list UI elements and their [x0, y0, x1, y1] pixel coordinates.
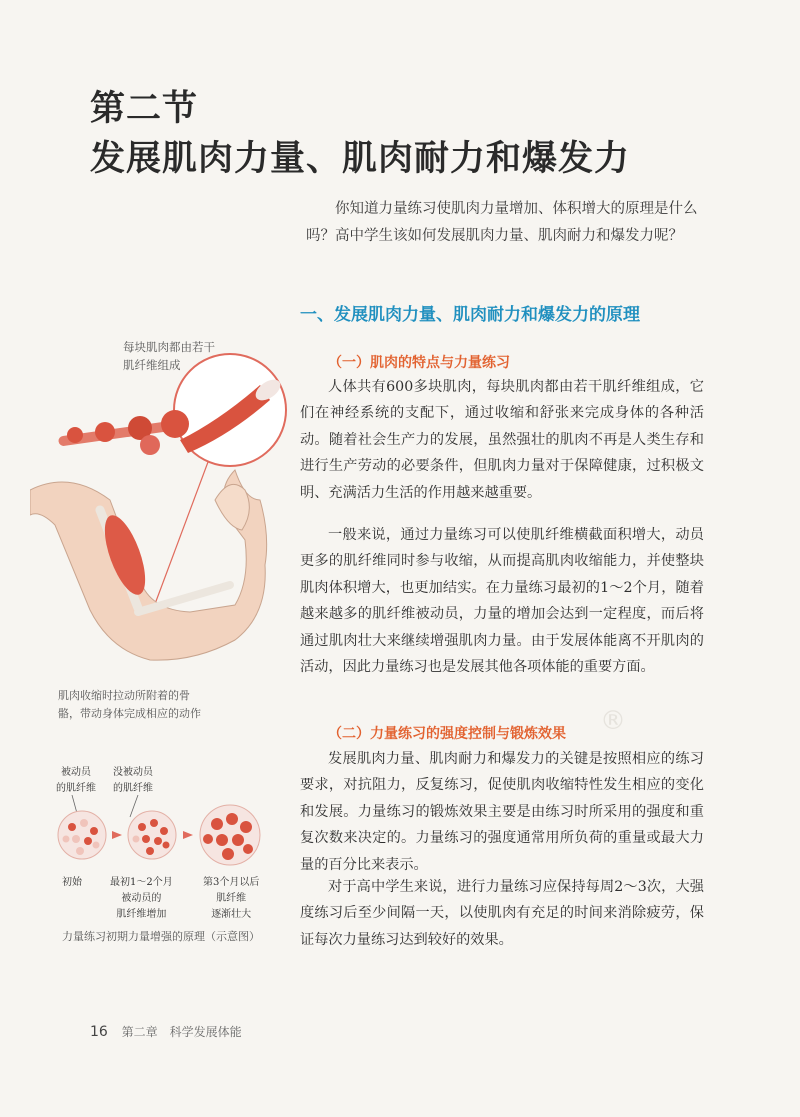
fiber-cross-section-recruited: [128, 811, 176, 859]
page-footer: [90, 1023, 242, 1040]
section-title: 发展肌肉力量、肌肉耐力和爆发力: [90, 139, 631, 179]
arrow-icon: [112, 831, 122, 839]
chapter-label: 第二章 科学发展体能: [121, 1025, 242, 1039]
subsection-heading-1: （一）肌肉的特点与力量练习: [328, 355, 510, 371]
label-inactive-fiber: 没被动员 的肌纤维: [113, 767, 153, 794]
intro-paragraph: 你知道力量练习使肌肉力量增加、体积增大的原理是什么吗？高中学生该如何发展肌肉力量、肌肉耐力和爆发力呢？: [306, 201, 698, 244]
fiber-cross-section-initial: [58, 811, 106, 859]
page-title: [90, 84, 630, 184]
section-heading: 一、发展肌肉力量、肌肉耐力和爆发力的原理: [300, 305, 640, 325]
figure-callout: 每块肌肉都由若干 肌纤维组成: [123, 340, 215, 372]
page-number: 16: [90, 1024, 108, 1040]
paragraph: 对于高中学生来说，进行力量练习应保持每周2～3次，大强度练习后至少间隔一天，以使肌肉有充足的时间来消除疲劳，保证每次力量练习达到较好的效果。: [300, 879, 704, 948]
subsection-heading-2: （二）力量练习的强度控制与锻炼效果: [328, 726, 566, 742]
figure-caption: 肌肉收缩时拉动所附着的骨 骼，带动身体完成相应的动作: [58, 689, 201, 720]
stage-label-recruited: 最初1～2个月 被动员的 肌纤维增加: [110, 877, 173, 920]
muscle-fiber-chain: [58, 410, 189, 455]
fist: [215, 484, 249, 530]
pointer-line: [152, 462, 208, 612]
paragraph: 人体共有600多块肌肉，每块肌肉都由若干肌纤维组成，它们在神经系统的支配下，通过收缩和舒张来完成身体的各种活动。随着社会生产力的发展，虽然强壮的肌肉不再是人类生存和进行生产劳动的必要条件，但肌肉力量对于保障健康，过积极文明、充满活力生活的作用越来越重要。: [300, 379, 704, 501]
paragraph: 一般来说，通过力量练习可以使肌纤维横截面积增大，动员更多的肌纤维同时参与收缩，从而提高肌肉收缩能力，并使整块肌肉体积增大，也更加结实。在力量练习最初的1～2个月，随着越来越多的肌纤维被动员，力量的增加会达到一定程度，而后将通过肌肉壮大来继续增强肌肉力量。由于发展体能离不开肌肉的活动，因此力量练习也是发展其他各项体能的重要方面。: [300, 527, 704, 676]
arm-muscle-illustration: [30, 350, 300, 680]
arrow-icon: [183, 831, 193, 839]
diagram-caption: 力量练习初期力量增强的原理（示意图）: [62, 930, 260, 943]
fiber-cross-section-enlarged: [200, 805, 260, 865]
label-active-fiber: 被动员 的肌纤维: [56, 767, 96, 794]
paragraph: 发展肌肉力量、肌肉耐力和爆发力的关键是按照相应的练习要求，对抗阻力，反复练习，促使肌肉收缩特性发生相应的变化和发展。力量练习的锻炼效果主要是由练习时所采用的强度和重复次数来决定的。力量练习的强度通常用所负荷的重量或最大力量的百分比来表示。: [300, 751, 704, 873]
stage-label-enlarged: 第3个月以后 肌纤维 逐渐壮大: [203, 877, 260, 920]
fiber-recruitment-diagram: [50, 795, 280, 875]
stage-label-initial: 初始: [62, 877, 82, 888]
section-number: 第二节: [90, 89, 199, 129]
registered-watermark: ®: [600, 706, 626, 736]
